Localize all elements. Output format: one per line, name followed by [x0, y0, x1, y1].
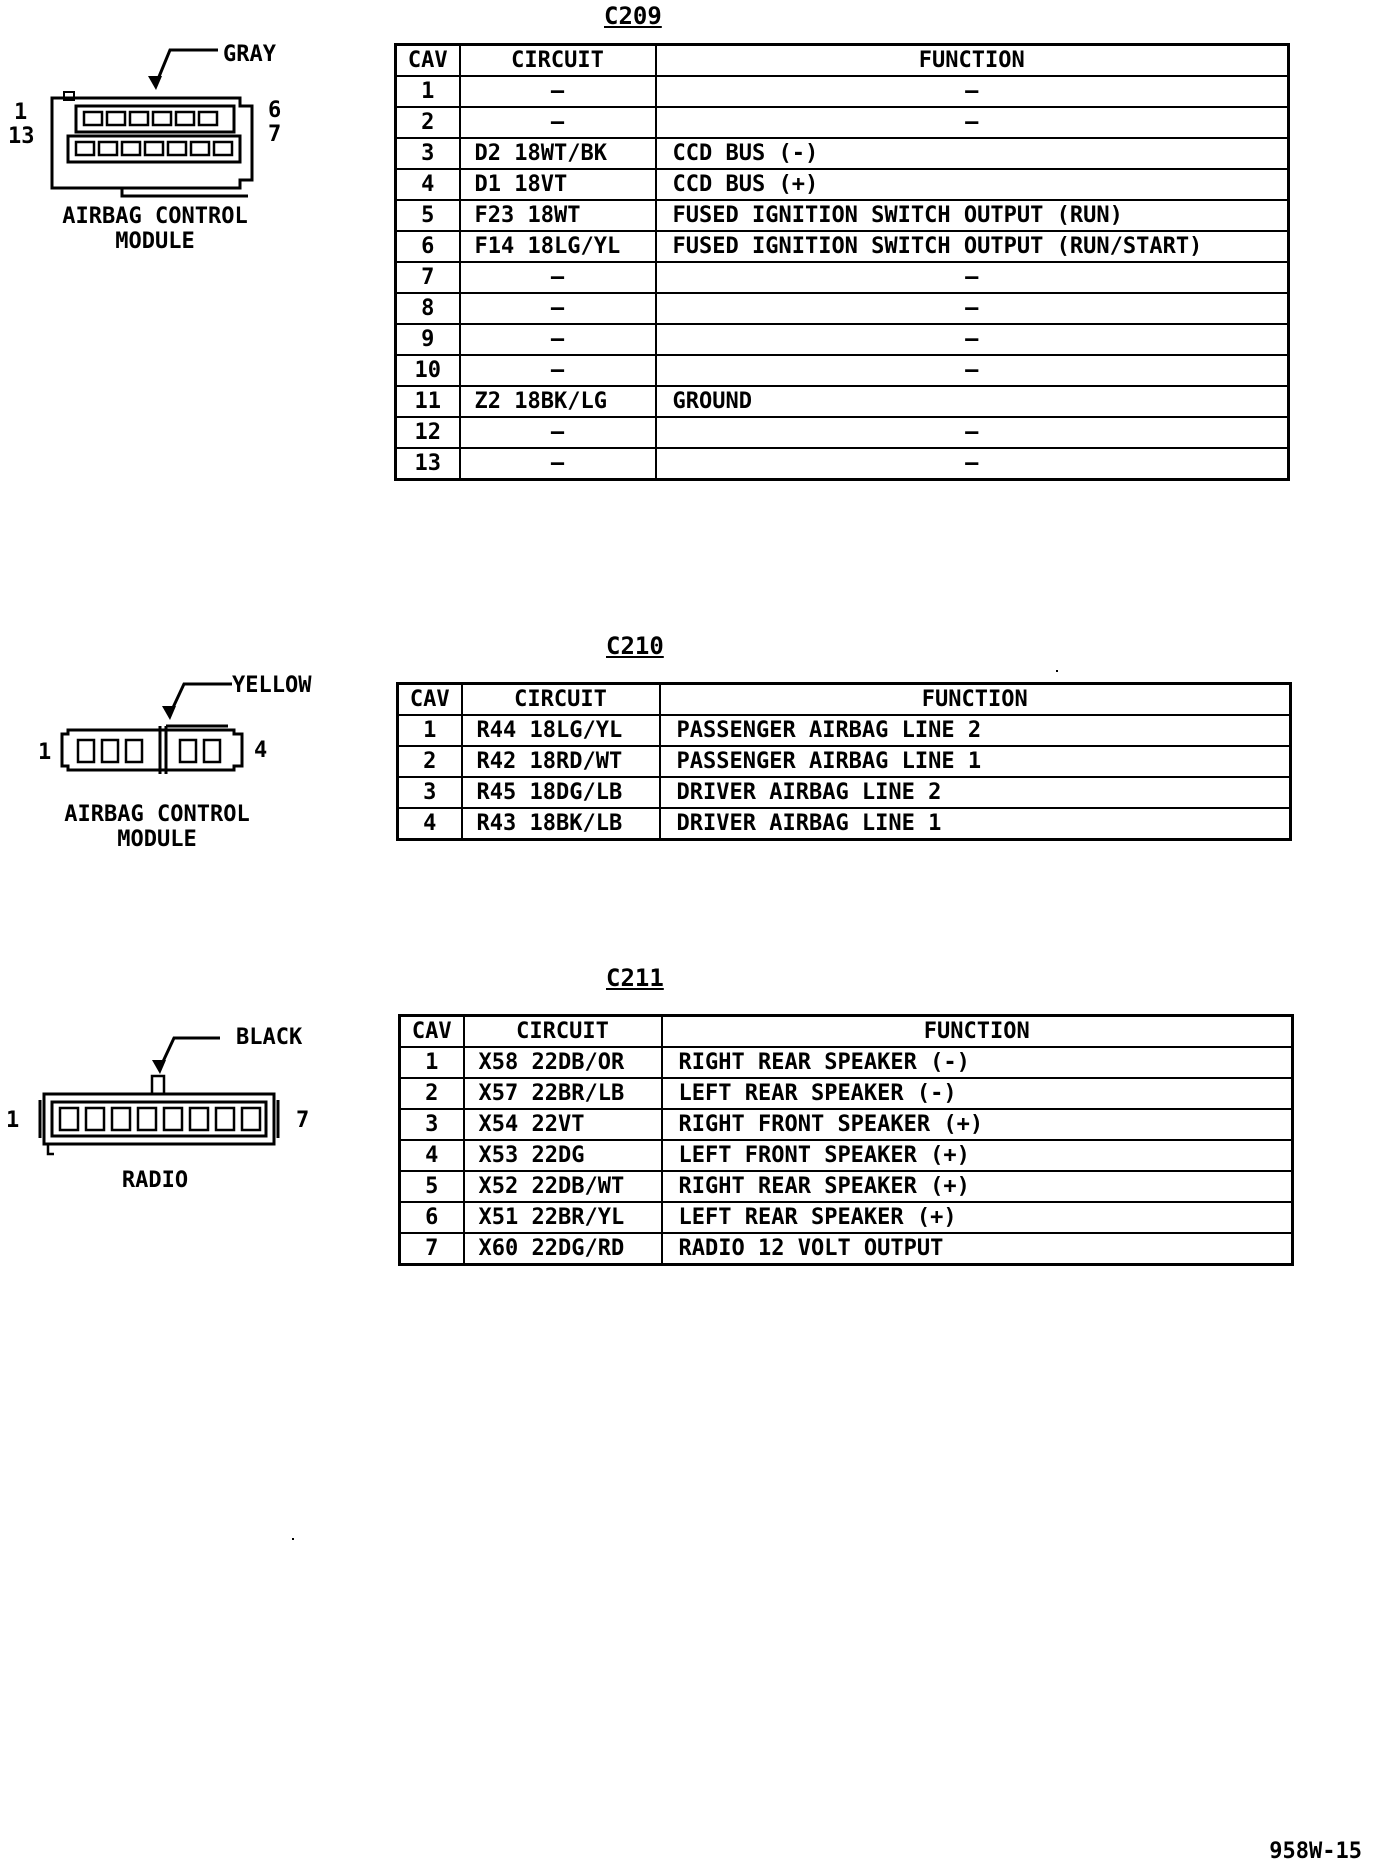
connector-color-c211: BLACK — [236, 1025, 303, 1050]
circuit-cell: D1 18VT — [460, 169, 656, 200]
table-row — [396, 448, 1289, 480]
cav-cell: 3 — [396, 138, 460, 169]
function-cell: – — [656, 107, 1289, 138]
cav-cell: 2 — [400, 1078, 464, 1109]
circuit-cell: – — [460, 355, 656, 386]
cav-cell: 2 — [396, 107, 460, 138]
pin-label-c209-6: 6 — [268, 98, 282, 123]
module-label-c210 — [42, 802, 272, 852]
table-row — [396, 138, 1289, 169]
pin-label-c210-4: 4 — [254, 738, 268, 763]
table-row — [400, 1171, 1293, 1202]
table-body-c209 — [396, 76, 1289, 480]
function-cell: RIGHT REAR SPEAKER (-) — [662, 1047, 1293, 1078]
function-cell: – — [656, 448, 1289, 480]
header-function: FUNCTION — [662, 1016, 1293, 1048]
cav-cell: 1 — [400, 1047, 464, 1078]
connector-color-c209: GRAY — [223, 42, 276, 67]
function-cell: RADIO 12 VOLT OUTPUT — [662, 1233, 1293, 1265]
function-cell: DRIVER AIRBAG LINE 2 — [660, 777, 1291, 808]
module-label-line: AIRBAG CONTROL — [62, 204, 248, 229]
cav-cell: 4 — [396, 169, 460, 200]
cav-cell: 8 — [396, 293, 460, 324]
table-row — [398, 715, 1291, 746]
circuit-cell: F14 18LG/YL — [460, 231, 656, 262]
table-row — [400, 1047, 1293, 1078]
table-row — [396, 262, 1289, 293]
function-cell: FUSED IGNITION SWITCH OUTPUT (RUN) — [656, 200, 1289, 231]
table-row — [396, 386, 1289, 417]
pinout-table-c210 — [396, 682, 1292, 841]
module-label-line: AIRBAG CONTROL — [64, 802, 250, 827]
table-body-c211 — [400, 1047, 1293, 1265]
table-row — [400, 1233, 1293, 1265]
scan-speck — [292, 1538, 294, 1540]
header-circuit: CIRCUIT — [464, 1016, 662, 1048]
header-cav: CAV — [396, 45, 460, 77]
header-cav: CAV — [400, 1016, 464, 1048]
cav-cell: 2 — [398, 746, 462, 777]
cav-cell: 3 — [398, 777, 462, 808]
circuit-cell: X57 22BR/LB — [464, 1078, 662, 1109]
circuit-cell: R43 18BK/LB — [462, 808, 660, 840]
cav-cell: 9 — [396, 324, 460, 355]
function-cell: DRIVER AIRBAG LINE 1 — [660, 808, 1291, 840]
circuit-cell: Z2 18BK/LG — [460, 386, 656, 417]
table-row — [398, 746, 1291, 777]
circuit-cell: X53 22DG — [464, 1140, 662, 1171]
function-cell: GROUND — [656, 386, 1289, 417]
cav-cell: 12 — [396, 417, 460, 448]
cav-cell: 7 — [400, 1233, 464, 1265]
circuit-cell: – — [460, 448, 656, 480]
function-cell: RIGHT REAR SPEAKER (+) — [662, 1171, 1293, 1202]
table-row — [396, 107, 1289, 138]
pin-label-c209-7: 7 — [268, 122, 282, 147]
cav-cell: 4 — [400, 1140, 464, 1171]
function-cell: CCD BUS (+) — [656, 169, 1289, 200]
function-cell: CCD BUS (-) — [656, 138, 1289, 169]
circuit-cell: – — [460, 76, 656, 107]
table-row — [400, 1109, 1293, 1140]
table-header-row — [396, 45, 1289, 77]
pin-label-c209-1: 1 — [14, 100, 28, 125]
header-function: FUNCTION — [656, 45, 1289, 77]
pin-label-c211-1: 1 — [6, 1108, 20, 1133]
cav-cell: 10 — [396, 355, 460, 386]
table-row — [396, 324, 1289, 355]
module-label-c211: RADIO — [121, 1168, 189, 1193]
function-cell: LEFT REAR SPEAKER (+) — [662, 1202, 1293, 1233]
table-row — [396, 76, 1289, 107]
function-cell: – — [656, 293, 1289, 324]
function-cell: FUSED IGNITION SWITCH OUTPUT (RUN/START) — [656, 231, 1289, 262]
header-circuit: CIRCUIT — [462, 684, 660, 716]
table-row — [400, 1140, 1293, 1171]
cav-cell: 13 — [396, 448, 460, 480]
pinout-table-c209 — [394, 43, 1290, 481]
circuit-cell: – — [460, 262, 656, 293]
circuit-cell: X60 22DG/RD — [464, 1233, 662, 1265]
circuit-cell: D2 18WT/BK — [460, 138, 656, 169]
pin-label-c209-13: 13 — [8, 124, 35, 149]
table-row — [396, 200, 1289, 231]
function-cell: RIGHT FRONT SPEAKER (+) — [662, 1109, 1293, 1140]
table-row — [396, 169, 1289, 200]
table-row — [396, 417, 1289, 448]
cav-cell: 11 — [396, 386, 460, 417]
table-header-row — [400, 1016, 1293, 1048]
table-row — [396, 231, 1289, 262]
table-row — [398, 808, 1291, 840]
header-cav: CAV — [398, 684, 462, 716]
cav-cell: 4 — [398, 808, 462, 840]
table-body-c210 — [398, 715, 1291, 840]
cav-cell: 6 — [396, 231, 460, 262]
connector-title-c209: C209 — [604, 2, 662, 30]
function-cell: – — [656, 355, 1289, 386]
table-row — [398, 777, 1291, 808]
function-cell: – — [656, 417, 1289, 448]
table-header-row — [398, 684, 1291, 716]
circuit-cell: F23 18WT — [460, 200, 656, 231]
cav-cell: 6 — [400, 1202, 464, 1233]
connector-color-c210: YELLOW — [232, 673, 312, 698]
function-cell: – — [656, 324, 1289, 355]
module-label-line: MODULE — [115, 229, 195, 254]
table-row — [400, 1202, 1293, 1233]
cav-cell: 5 — [396, 200, 460, 231]
table-row — [400, 1078, 1293, 1109]
circuit-cell: – — [460, 417, 656, 448]
circuit-cell: R42 18RD/WT — [462, 746, 660, 777]
figure-id: 958W-15 — [1269, 1839, 1362, 1864]
cav-cell: 5 — [400, 1171, 464, 1202]
pin-label-c210-1: 1 — [38, 740, 52, 765]
connector-title-c210: C210 — [606, 632, 664, 660]
function-cell: – — [656, 262, 1289, 293]
cav-cell: 1 — [398, 715, 462, 746]
function-cell: LEFT FRONT SPEAKER (+) — [662, 1140, 1293, 1171]
connector-title-c211: C211 — [606, 964, 664, 992]
header-function: FUNCTION — [660, 684, 1291, 716]
circuit-cell: X58 22DB/OR — [464, 1047, 662, 1078]
module-label-c209 — [40, 204, 270, 254]
function-cell: PASSENGER AIRBAG LINE 2 — [660, 715, 1291, 746]
pin-label-c211-7: 7 — [296, 1108, 310, 1133]
circuit-cell: R45 18DG/LB — [462, 777, 660, 808]
circuit-cell: – — [460, 293, 656, 324]
function-cell: LEFT REAR SPEAKER (-) — [662, 1078, 1293, 1109]
header-circuit: CIRCUIT — [460, 45, 656, 77]
cav-cell: 7 — [396, 262, 460, 293]
circuit-cell: – — [460, 324, 656, 355]
circuit-cell: X52 22DB/WT — [464, 1171, 662, 1202]
circuit-cell: X51 22BR/YL — [464, 1202, 662, 1233]
pinout-table-c211 — [398, 1014, 1294, 1266]
cav-cell: 1 — [396, 76, 460, 107]
cav-cell: 3 — [400, 1109, 464, 1140]
circuit-cell: – — [460, 107, 656, 138]
module-label-line: MODULE — [117, 827, 197, 852]
function-cell: – — [656, 76, 1289, 107]
scan-speck — [1056, 670, 1058, 672]
function-cell: PASSENGER AIRBAG LINE 1 — [660, 746, 1291, 777]
circuit-cell: X54 22VT — [464, 1109, 662, 1140]
circuit-cell: R44 18LG/YL — [462, 715, 660, 746]
table-row — [396, 293, 1289, 324]
table-row — [396, 355, 1289, 386]
